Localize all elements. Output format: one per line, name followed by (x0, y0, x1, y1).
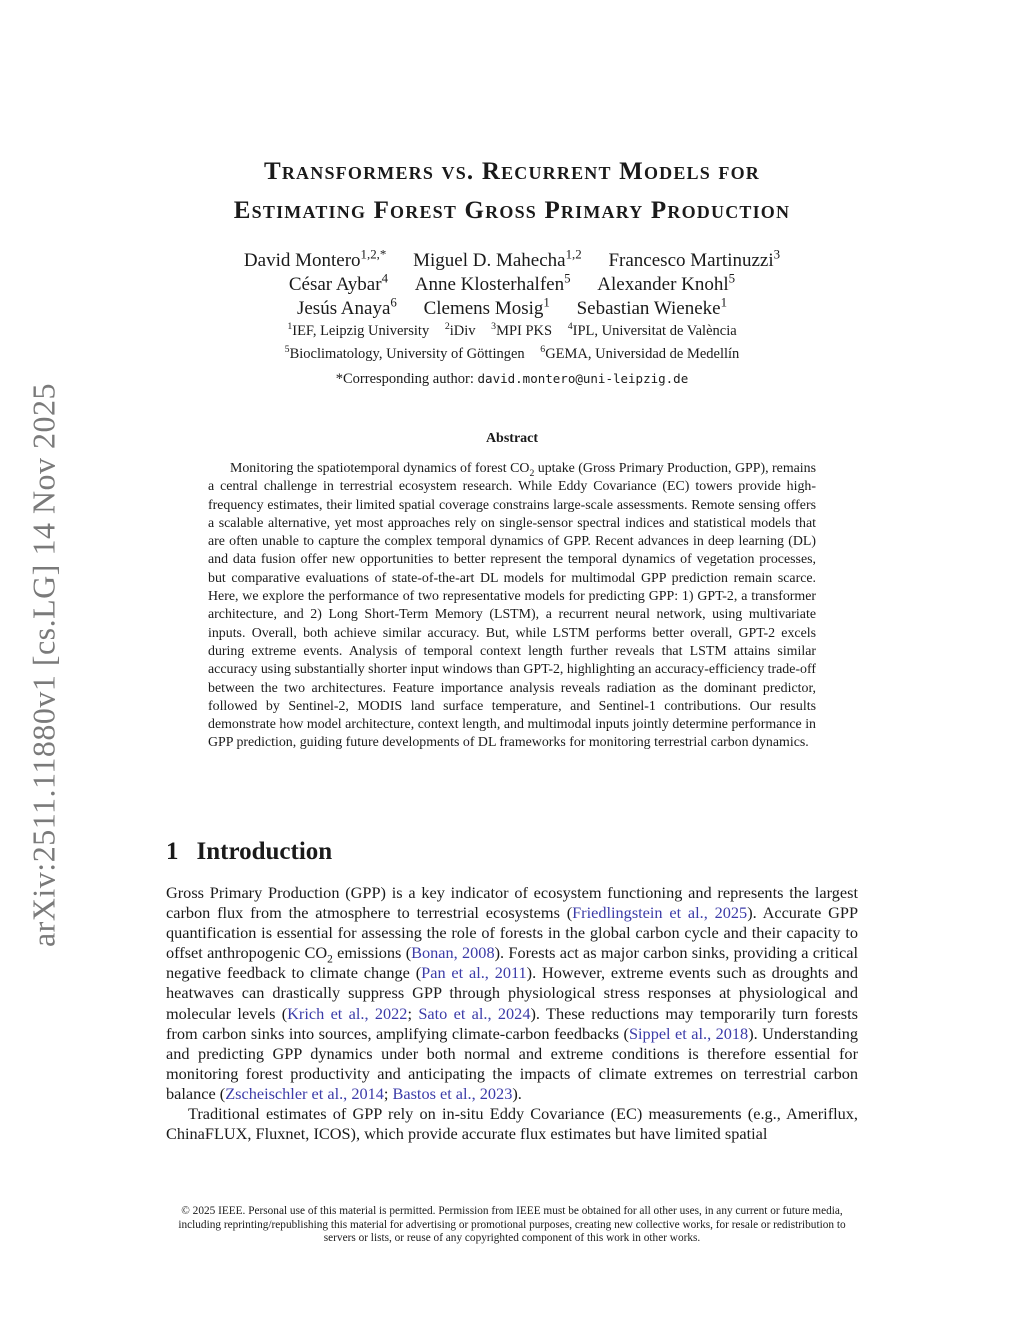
author: Clemens Mosig$^1$ (423, 294, 550, 319)
author: César Aybar$^4$ (288, 270, 389, 295)
affiliation: $^1$IEF, Leipzig University (287, 321, 430, 339)
introduction-body (166, 883, 858, 1144)
corresponding-author (0, 371, 1024, 388)
citation-link[interactable]: Friedlingstein et al., 2025 (572, 903, 748, 923)
abstract-heading: Abstract (485, 431, 539, 446)
author: Francesco Martinuzzi$^3$ (608, 246, 781, 271)
section-number: 1 (166, 838, 179, 865)
author: Alexander Knohl$^5$ (597, 270, 736, 295)
author-row-1 (0, 246, 1024, 273)
citation-link[interactable]: Zscheischler et al., 2014 (225, 1083, 384, 1103)
abstract-text: Monitoring the spatiotemporal dynamics of forest $CO_2$ uptake (Gross Primary Production, GPP), remains a central challenge in terrestrial ecosystem research. While Eddy Covariance (EC) towers provide high-frequency estimates, their limited spatial coverage constrains large-scale assessments. Remote sensing offers a scalable alternative, yet most approaches rely on single-sensor spectral indices and statistical models that are often unable to capture the complex temporal dynamics of GPP. Recent advances in deep learning (DL) and data fusion offer new opportunities to better represent the temporal dynamics of vegetation processes, but comparative evaluations of state-of-the-art DL models for multimodal GPP prediction remain scarce. Here, we explore the performance of two representative models for predicting GPP: 1) GPT-2, a transformer architecture, and 2) Long Short-Term Memory (LSTM), a recurrent neural network, using multivariate inputs. Overall, both achieve similar accuracy. But, while LSTM performs better overall, GPT-2 excels during extreme events. Analysis of temporal context length further reveals that LSTM attains similar accuracy using substantially shorter input windows than GPT-2, highlighting an accuracy-efficiency trade-off between the two architectures. Feature importance analysis reveals radiation as the dominant predictor, followed by Sentinel-2, MODIS land surface temperature, and Sentinel-1 contributions. Our results demonstrate how model architecture, context length, and multimodal inputs jointly determine performance in GPP prediction, guiding future developments of DL frameworks for monitoring terrestrial carbon dynamics. (208, 461, 816, 751)
author: Anne Klosterhalfen$^5$ (414, 270, 571, 295)
affiliation: $^6$GEMA, Universidad de Medellín (540, 344, 740, 362)
citation-link[interactable]: Sippel et al., 2018 (628, 1023, 749, 1043)
affiliation-row-2 (0, 346, 1024, 363)
citation-link[interactable]: Krich et al., 2022 (287, 1003, 408, 1023)
paragraph: Traditional estimates of GPP rely on in-situ Eddy Covariance (EC) measurements (e.g., Ameriflux, ChinaFLUX, Fluxnet, ICOS), which provide accurate flux estimates but have limited spatial (166, 1104, 858, 1144)
arxiv-identifier-stamp: arXiv:2511.11880v1 [cs.LG] 14 Nov 2025 (25, 382, 62, 948)
affiliation: $^3$MPI PKS (491, 321, 553, 339)
author: David Montero$^{1,2,*}$ (243, 246, 387, 271)
affiliation: $^5$Bioclimatology, University of Göttingen (284, 344, 525, 362)
affiliation: $^4$IPL, Universitat de València (567, 321, 737, 339)
author: Miguel D. Mahecha$^{1,2}$ (413, 246, 582, 271)
citation-link[interactable]: Sato et al., 2024 (418, 1003, 531, 1023)
author: Sebastian Wieneke$^1$ (576, 294, 728, 319)
section-title: Introduction (196, 838, 333, 865)
corresponding-author-label: *Corresponding author: (335, 371, 478, 387)
affiliation-row-1 (0, 323, 1024, 340)
paper-title-line-1: Transformers vs. Recurrent Models for (263, 158, 761, 185)
citation-link[interactable]: Bonan, 2008 (411, 943, 495, 963)
citation-link[interactable]: Pan et al., 2011 (421, 963, 527, 983)
affiliation: $^2$iDiv (444, 321, 476, 339)
author: Jesús Anaya$^6$ (296, 294, 397, 319)
copyright-footer: © 2025 IEEE. Personal use of this material is permitted. Permission from IEEE must be obtained for all other uses, in any current or future media, including reprinting/republishing this material for advertising or promotional purposes, creating new collective works, for resale or redistribution to servers or lists, or reuse of any copyrighted component of this work in other works. (178, 1205, 846, 1244)
author-row-2 (0, 270, 1024, 297)
section-heading (166, 838, 332, 866)
author-row-3 (0, 294, 1024, 321)
corresponding-author-email[interactable]: david.montero@uni-leipzig.de (477, 371, 689, 386)
paragraph: Gross Primary Production (GPP) is a key indicator of ecosystem functioning and represents the largest carbon flux from the atmosphere to terrestrial ecosystems (Friedlingstein et al., 2025). Accurate GPP quantification is essential for assessing the role of forests in the global carbon cycle and their capacity to offset anthropogenic $CO_2$ emissions (Bonan, 2008). Forests act as major carbon sinks, providing a critical negative feedback to climate change (Pan et al., 2011). However, extreme events such as droughts and heatwaves can drastically suppress GPP through physiological stress responses at physiological and molecular levels (Krich et al., 2022; Sato et al., 2024). These reductions may temporarily turn forests from carbon sinks into sources, amplifying climate-carbon feedbacks (Sippel et al., 2018). Understanding and predicting GPP dynamics under both normal and extreme conditions is therefore essential for monitoring forest productivity and anticipating the impacts of climate extremes on terrestrial carbon balance (Zscheischler et al., 2014; Bastos et al., 2023). (166, 883, 859, 1103)
paper-title-line-2: Estimating Forest Gross Primary Production (233, 197, 791, 224)
citation-link[interactable]: Bastos et al., 2023 (392, 1083, 513, 1103)
